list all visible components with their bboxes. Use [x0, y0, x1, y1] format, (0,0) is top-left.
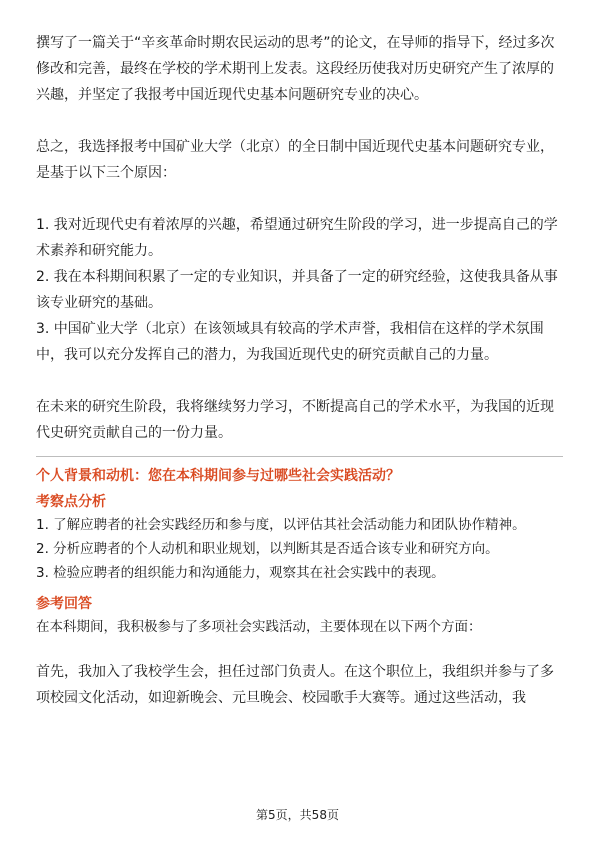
analysis-heading: 考察点分析: [36, 494, 106, 510]
section-divider: [36, 456, 563, 457]
answer-heading: 参考回答: [36, 596, 92, 612]
answer-paragraph: 首先，我加入了我校学生会，担任过部门负责人。在这个职位上，我组织并参与了多项校园文化活动，如迎新晚会、元旦晚会、校园歌手大赛等。通过这些活动，我: [36, 664, 554, 706]
reason-item: 1. 我对近现代史有着浓厚的兴趣，希望通过研究生阶段的学习，进一步提高自己的学术素养和研究能力。: [36, 217, 558, 259]
question-heading: 个人背景和动机：您在本科期间参与过哪些社会实践活动？: [36, 468, 400, 484]
analysis-item: 3. 检验应聘者的组织能力和沟通能力，观察其在社会实践中的表现。: [36, 565, 445, 581]
reason-item: 2. 我在本科期间积累了一定的专业知识，并具备了一定的研究经验，这使我具备从事该专业研究的基础。: [36, 269, 558, 311]
paragraph-summary: 总之，我选择报考中国矿业大学（北京）的全日制中国近现代史基本问题研究专业，是基于以下三个原因：: [36, 139, 554, 181]
analysis-item: 1. 了解应聘者的社会实践经历和参与度，以评估其社会活动能力和团队协作精神。: [36, 517, 526, 533]
page-number: 第5页，共58页: [256, 808, 339, 822]
paragraph-closing: 在未来的研究生阶段，我将继续努力学习，不断提高自己的学术水平，为我国的近现代史研究贡献自己的一份力量。: [36, 399, 554, 441]
document-body: [36, 30, 563, 711]
reason-item: 3. 中国矿业大学（北京）在该领域具有较高的学术声誉，我相信在这样的学术氛围中，我可以充分发挥自己的潜力，为我国近现代史的研究贡献自己的力量。: [36, 321, 544, 363]
analysis-item: 2. 分析应聘者的个人动机和职业规划，以判断其是否适合该专业和研究方向。: [36, 541, 499, 557]
answer-intro: 在本科期间，我积极参与了多项社会实践活动，主要体现在以下两个方面：: [36, 619, 482, 635]
paragraph-thesis: 撰写了一篇关于“辛亥革命时期农民运动的思考”的论文，在导师的指导下，经过多次修改和完善，最终在学校的学术期刊上发表。这段经历使我对历史研究产生了浓厚的兴趣，并坚定了我报考中国近现代史基本问题研究专业的决心。: [36, 35, 555, 103]
